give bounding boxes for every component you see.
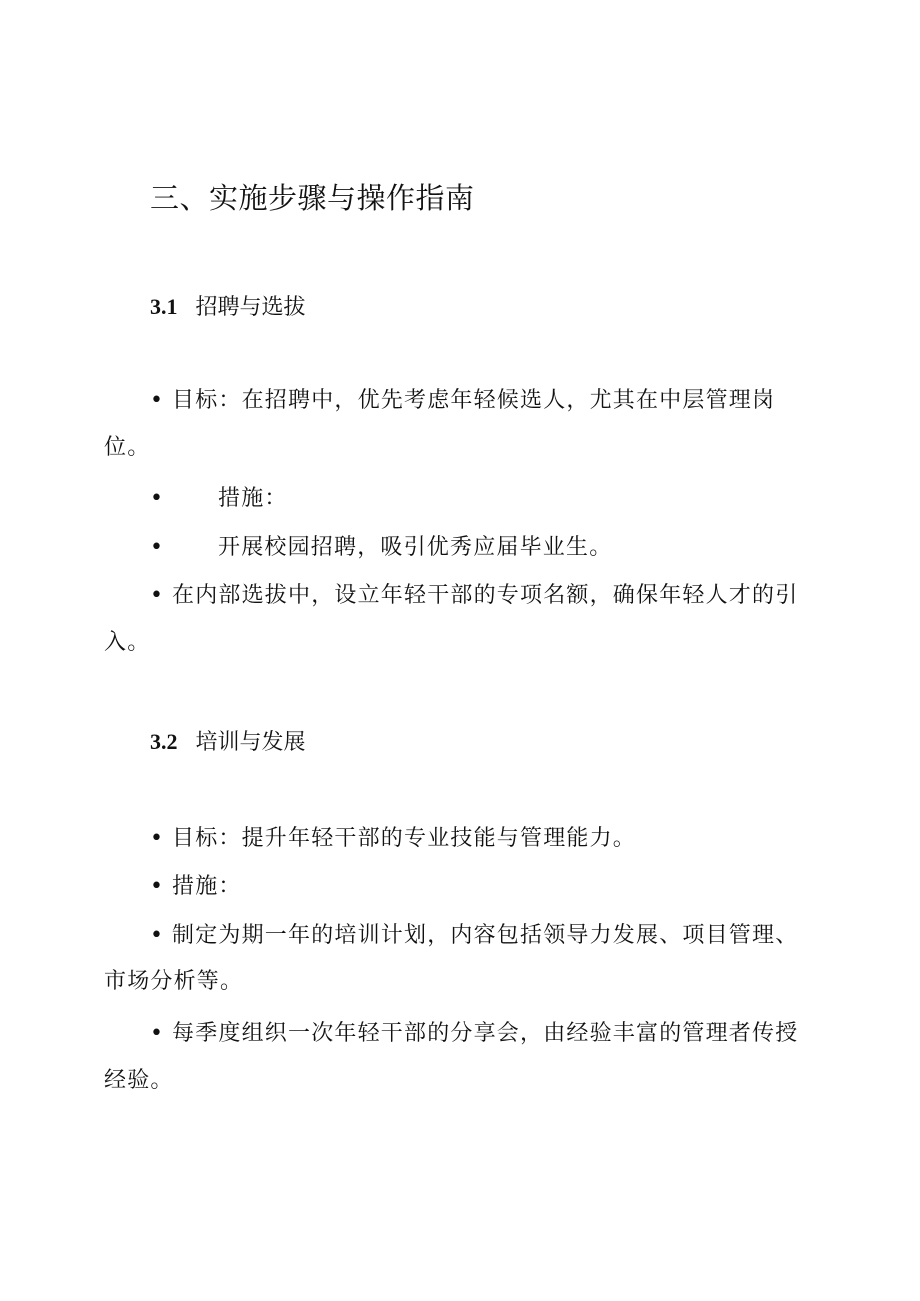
list-item-continuation: 入。 <box>104 630 151 655</box>
list-item <box>150 481 288 512</box>
bullet-icon: • <box>150 388 165 413</box>
list-item-continuation: 位。 <box>104 435 151 460</box>
item-text: 措施： <box>218 486 288 511</box>
list-item <box>150 869 242 900</box>
subsection-title: 招聘与选拔 <box>195 295 306 320</box>
bullet-icon: • <box>150 583 165 608</box>
list-item <box>150 578 798 609</box>
list-item <box>150 918 798 949</box>
list-item <box>150 821 636 852</box>
list-item <box>150 530 612 561</box>
item-text: 开展校园招聘，吸引优秀应届毕业生。 <box>218 535 613 560</box>
bullet-icon: • <box>150 826 165 851</box>
item-text: 措施： <box>172 874 242 899</box>
subsection-number: 3.2 <box>150 729 178 754</box>
item-text: 目标：提升年轻干部的专业技能与管理能力。 <box>172 826 637 851</box>
bullet-icon: • <box>150 874 165 899</box>
section-title: 三、实施步骤与操作指南 <box>150 181 475 215</box>
bullet-icon: • <box>150 535 165 560</box>
item-text: 每季度组织一次年轻干部的分享会，由经验丰富的管理者传授 <box>172 1021 799 1046</box>
item-text: 在内部选拔中，设立年轻干部的专项名额，确保年轻人才的引 <box>172 583 799 608</box>
subsection-heading-3-1 <box>150 290 306 321</box>
list-item-continuation: 经验。 <box>104 1068 174 1093</box>
bullet-icon: • <box>150 923 165 948</box>
list-item <box>150 383 775 414</box>
bullet-icon: • <box>150 486 165 511</box>
bullet-icon: • <box>150 1021 165 1046</box>
item-text: 目标：在招聘中，优先考虑年轻候选人，尤其在中层管理岗 <box>172 388 776 413</box>
subsection-title: 培训与发展 <box>195 730 306 755</box>
item-text: 制定为期一年的培训计划，内容包括领导力发展、项目管理、 <box>172 923 799 948</box>
list-item-continuation: 市场分析等。 <box>104 969 244 994</box>
subsection-number: 3.1 <box>150 294 178 319</box>
list-item <box>150 1016 798 1047</box>
subsection-heading-3-2 <box>150 725 306 756</box>
